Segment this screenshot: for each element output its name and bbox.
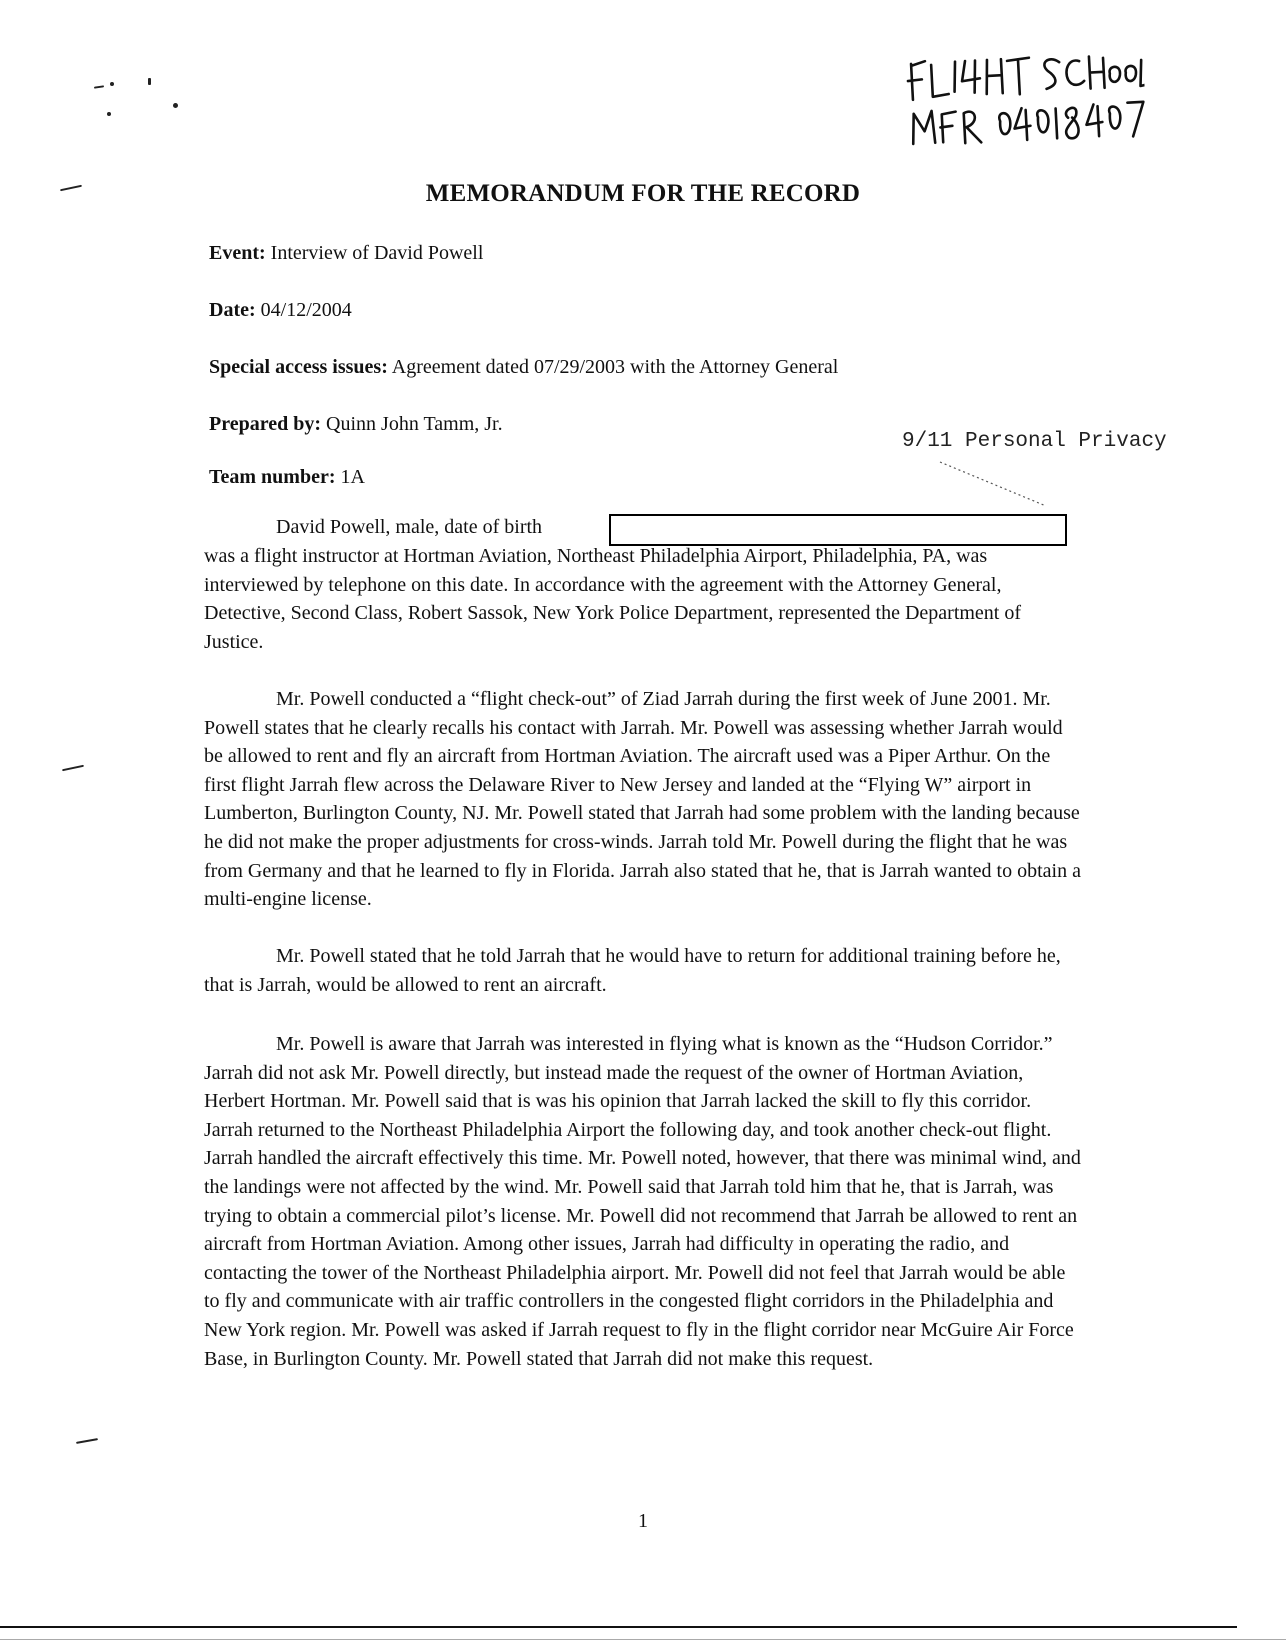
redaction-label: 9/11 Personal Privacy xyxy=(902,430,1167,453)
scan-edge xyxy=(0,1639,1286,1640)
field-label: Team number: xyxy=(209,466,336,488)
redaction-leader-line xyxy=(938,460,1048,508)
field-special-access xyxy=(209,356,838,379)
paragraph-intro-start: David Powell, male, date of birth xyxy=(276,516,543,538)
field-date xyxy=(209,299,352,322)
memo-title: MEMORANDUM FOR THE RECORD xyxy=(425,180,861,207)
field-team-number xyxy=(209,466,365,489)
paragraph-checkout: Mr. Powell conducted a “flight check-out” of Ziad Jarrah during the first week of June 2001. Mr. Powell states that he clearly recalls his contact with Jarrah. Mr. Powell was assessing whether Jarrah would be allowed to rent and fly an aircraft from Hortman Aviation. The aircraft used was a Piper Arthur. On the first flight Jarrah flew across the Delaware River to New Jersey and landed at the “Flying W” airport in Lumberton, Burlington County, NJ. Mr. Powell stated that Jarrah had some problem with the landing because he did not make the proper adjustments for cross-winds. Jarrah told Mr. Powell during the flight that he was from Germany and that he learned to fly in Florida. Jarrah also stated that he, that is Jarrah wanted to obtain a multi-engine license. xyxy=(204,688,1081,911)
paragraph-corridor: Mr. Powell is aware that Jarrah was interested in flying what is known as the “Hudson Corridor.” Jarrah did not ask Mr. Powell directly, but instead made the request of the owner of Hortman Aviation, Herbert Hortman. Mr. Powell said that is was his opinion that Jarrah lacked the skill to fly this corridor. Jarrah returned to the Northeast Philadelphia Airport the following day, and took another check-out flight. Jarrah handled the aircraft effectively this time. Mr. Powell noted, however, that there was minimal wind, and the landings were not affected by the wind. Mr. Powell said that Jarrah told him that he, that is Jarrah, was trying to obtain a commercial pilot’s license. Mr. Powell did not recommend that Jarrah be allowed to rent an aircraft from Hortman Aviation. Among other issues, Jarrah had difficulty in operating the radio, and contacting the tower of the Northeast Philadelphia airport. Mr. Powell did not feel that Jarrah would be able to fly and communicate with air traffic controllers in the congested flight corridors in the Philadelphia and New York region. Mr. Powell was asked if Jarrah request to fly in the flight corridor near McGuire Air Force Base, in Burlington County. Mr. Powell stated that Jarrah did not make this request. xyxy=(204,1033,1081,1370)
scan-mark xyxy=(173,103,178,108)
scan-mark xyxy=(107,112,111,116)
paragraph-intro: was a flight instructor at Hortman Aviation, Northeast Philadelphia Airport, Philadelphia, PA, was interviewed by telephone on this date. In accordance with the agreement with the Attorney General, Detective, Second Class, Robert Sassok, New York Police Department, represented the Department of Justice. xyxy=(204,545,1022,653)
scan-mark xyxy=(110,82,114,86)
field-event xyxy=(209,242,483,265)
field-label: Date: xyxy=(209,299,256,321)
field-value: Quinn John Tamm, Jr. xyxy=(321,413,503,435)
page-number: 1 xyxy=(638,1510,648,1532)
field-value: Agreement dated 07/29/2003 with the Attorney General xyxy=(387,356,839,378)
handwriting-drawing xyxy=(903,42,1148,154)
field-value: Interview of David Powell xyxy=(265,242,484,264)
field-label: Event: xyxy=(209,242,266,264)
handwritten-annotation xyxy=(903,42,1148,154)
field-prepared-by xyxy=(209,413,503,436)
field-label: Special access issues: xyxy=(209,356,388,378)
paragraph-training: Mr. Powell stated that he told Jarrah that he would have to return for additional training before he, that is Jarrah, would be allowed to rent an aircraft. xyxy=(204,945,1061,996)
field-value: 1A xyxy=(335,466,365,488)
field-label: Prepared by: xyxy=(209,413,322,435)
footer-rule xyxy=(0,1626,1237,1628)
scan-mark xyxy=(148,78,151,85)
scan-mark xyxy=(94,85,104,88)
scan-mark xyxy=(76,1438,98,1444)
scan-mark xyxy=(62,765,84,772)
field-value: 04/12/2004 xyxy=(255,299,352,321)
